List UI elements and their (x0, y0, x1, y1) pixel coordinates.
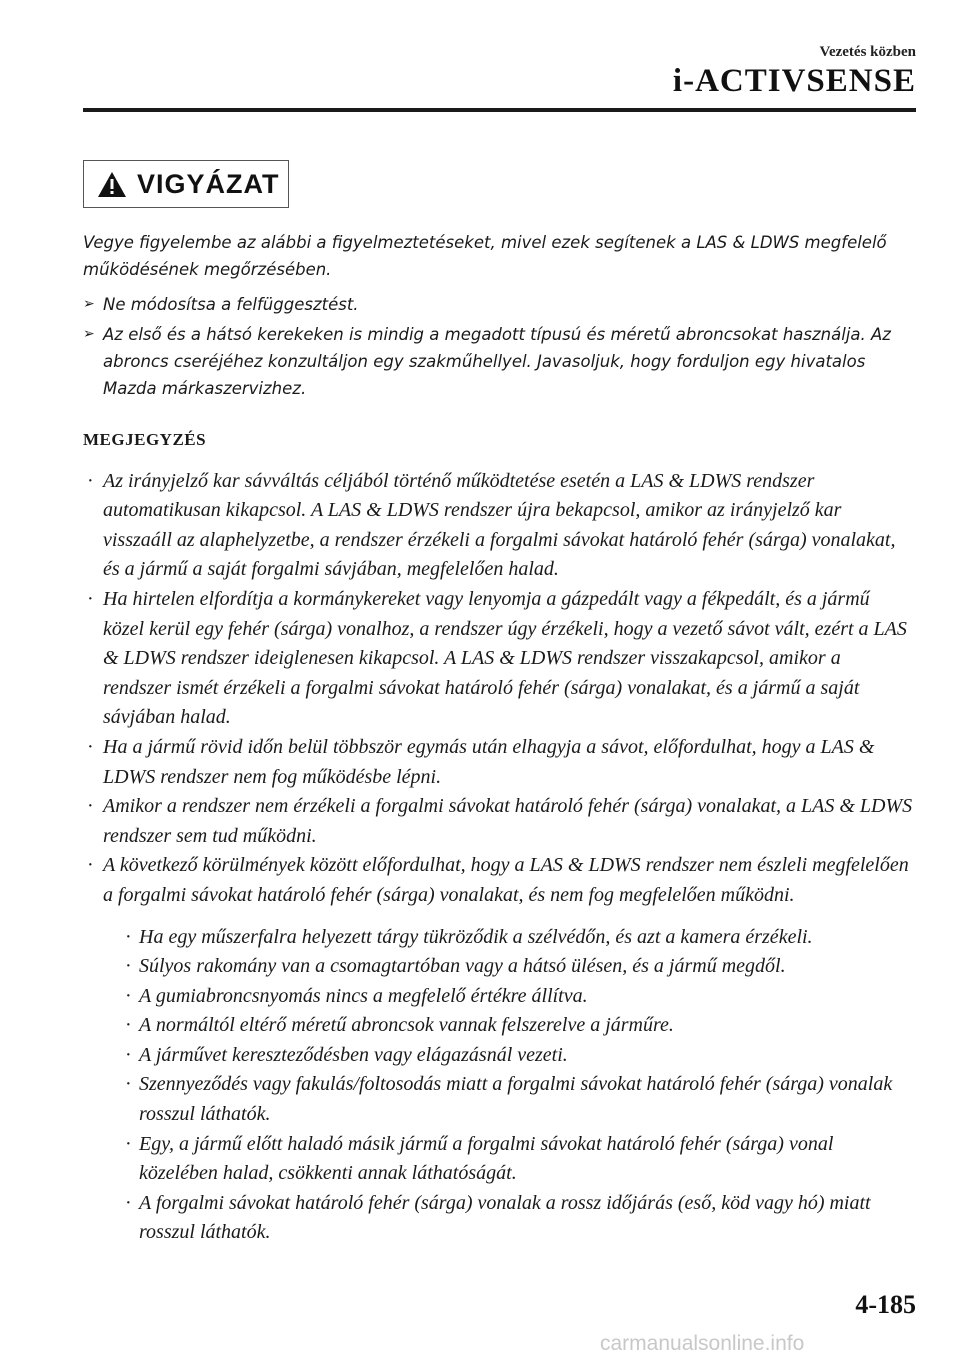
note-subitem (125, 923, 913, 953)
caution-section (83, 229, 923, 405)
arrow-bullet-icon: ➢ (83, 326, 95, 342)
bullet-dot-icon: · (125, 1014, 132, 1037)
note-subitem-text: Ha egy műszerfalra helyezett tárgy tükröződik a szélvédőn, és azt a kamera érzékeli. (139, 925, 813, 948)
note-item-text: A következő körülmények között előfordulhat, hogy a LAS & LDWS rendszer nem észleli megfelelően a forgalmi sávokat határoló fehér (sárga) vonalakat, és nem fog megfelelően működni. (103, 854, 909, 906)
note-subitem (125, 1070, 913, 1129)
note-subitem (125, 1011, 913, 1041)
caution-item-text: Ne módosítsa a felfüggesztést. (103, 295, 359, 314)
note-item-text: Amikor a rendszer nem érzékeli a forgalmi sávokat határoló fehér (sárga) vonalakat, a LAS & LDWS rendszer sem tud működni. (103, 795, 913, 847)
bullet-dot-icon: · (87, 795, 94, 818)
warning-triangle-icon (97, 171, 127, 198)
note-subitem (125, 1189, 913, 1248)
bullet-dot-icon: · (87, 735, 94, 758)
page-header (673, 44, 916, 100)
caution-item-text: Az első és a hátsó kerekeken is mindig a megadott típusú és méretű abroncsokat használja. Az abroncs cseréjéhez konzultáljon egy szakműhellyel. Javasoljuk, hogy forduljon egy hivatalos Mazda márkaszervizhez. (103, 325, 891, 398)
note-heading: MEGJEGYZÉS (83, 430, 207, 449)
note-subitem-text: A normáltól eltérő méretű abroncsok vannak felszerelve a járműre. (139, 1014, 674, 1037)
note-item-text: Az irányjelző kar sávváltás céljából történő működtetése esetén a LAS & LDWS rendszer automatikusan kikapcsol. A LAS & LDWS rendszer újra bekapcsol, amikor az irányjelző kar visszaáll az alaphelyzetbe, a rendszer érzékeli a forgalmi sávokat határoló fehér (sárga) vonalakat, és a jármű a saját forgalmi sávjában, megfelelően halad. (103, 469, 896, 581)
note-item (83, 733, 913, 792)
chapter-title: i-ACTIVSENSE (672, 63, 916, 99)
note-subitem (125, 1041, 913, 1071)
note-subitem-text: A járművet kereszteződésben vagy elágazásnál vezeti. (139, 1043, 568, 1066)
bullet-dot-icon: · (125, 1191, 132, 1214)
bullet-dot-icon: · (125, 955, 132, 978)
note-subitem-text: A gumiabroncsnyomás nincs a megfelelő értékre állítva. (139, 984, 588, 1007)
caution-item (83, 291, 923, 318)
bullet-dot-icon: · (125, 984, 132, 1007)
note-subitem (125, 1130, 913, 1189)
header-divider (83, 108, 916, 112)
warning-box (83, 160, 289, 208)
note-item (83, 585, 913, 733)
caution-intro: Vegye figyelembe az alábbi a figyelmeztetéseket, mivel ezek segítenek a LAS & LDWS megfelelő működésének megőrzésében. (83, 233, 887, 279)
note-subitem (125, 952, 913, 982)
note-subitem (125, 982, 913, 1012)
bullet-dot-icon: · (125, 925, 132, 948)
note-sublist (103, 923, 913, 1249)
note-subitem-text: Egy, a jármű előtt haladó másik jármű a forgalmi sávokat határoló fehér (sárga) vonal közelében halad, csökkenti annak láthatóságát. (139, 1132, 834, 1185)
warning-title: VIGYÁZAT (137, 168, 280, 199)
watermark: carmanualsonline.info (600, 1332, 805, 1355)
bullet-dot-icon: · (125, 1132, 132, 1155)
note-item (83, 467, 913, 585)
note-list (83, 467, 913, 1248)
bullet-dot-icon: · (87, 854, 94, 877)
caution-item (83, 321, 923, 402)
note-item (83, 792, 913, 851)
note-subitem-text: A forgalmi sávokat határoló fehér (sárga) vonalak a rossz időjárás (eső, köd vagy hó) miatt rosszul láthatók. (139, 1191, 871, 1244)
bullet-dot-icon: · (87, 587, 94, 610)
page-number: 4-185 (855, 1290, 916, 1319)
bullet-dot-icon: · (125, 1073, 132, 1096)
section-label: Vezetés közben (819, 44, 916, 60)
arrow-bullet-icon: ➢ (83, 296, 95, 312)
bullet-dot-icon: · (125, 1043, 132, 1066)
note-item (83, 851, 913, 1248)
note-subitem-text: Szennyeződés vagy fakulás/foltosodás miatt a forgalmi sávokat határoló fehér (sárga) vonalak rosszul láthatók. (139, 1073, 893, 1126)
note-item-text: Ha hirtelen elfordítja a kormánykereket vagy lenyomja a gázpedált vagy a fékpedált, és a jármű közel kerül egy fehér (sárga) vonalhoz, a rendszer úgy érzékeli, hogy a vezető sávot vált, ezért a LAS & LDWS rendszer ideiglenesen kikapcsol. A LAS & LDWS rendszer visszakapcsol, amikor a rendszer ismét érzékeli a forgalmi sávokat határoló fehér (sárga) vonalakat, és a jármű a saját sávjában halad. (103, 587, 907, 729)
note-subitem-text: Súlyos rakomány van a csomagtartóban vagy a hátsó ülésen, és a jármű megdől. (139, 955, 786, 978)
note-item-text: Ha a jármű rövid időn belül többször egymás után elhagyja a sávot, előfordulhat, hogy a LAS & LDWS rendszer nem fog működésbe lépni. (103, 735, 875, 788)
bullet-dot-icon: · (87, 469, 94, 492)
note-section (83, 425, 913, 1248)
